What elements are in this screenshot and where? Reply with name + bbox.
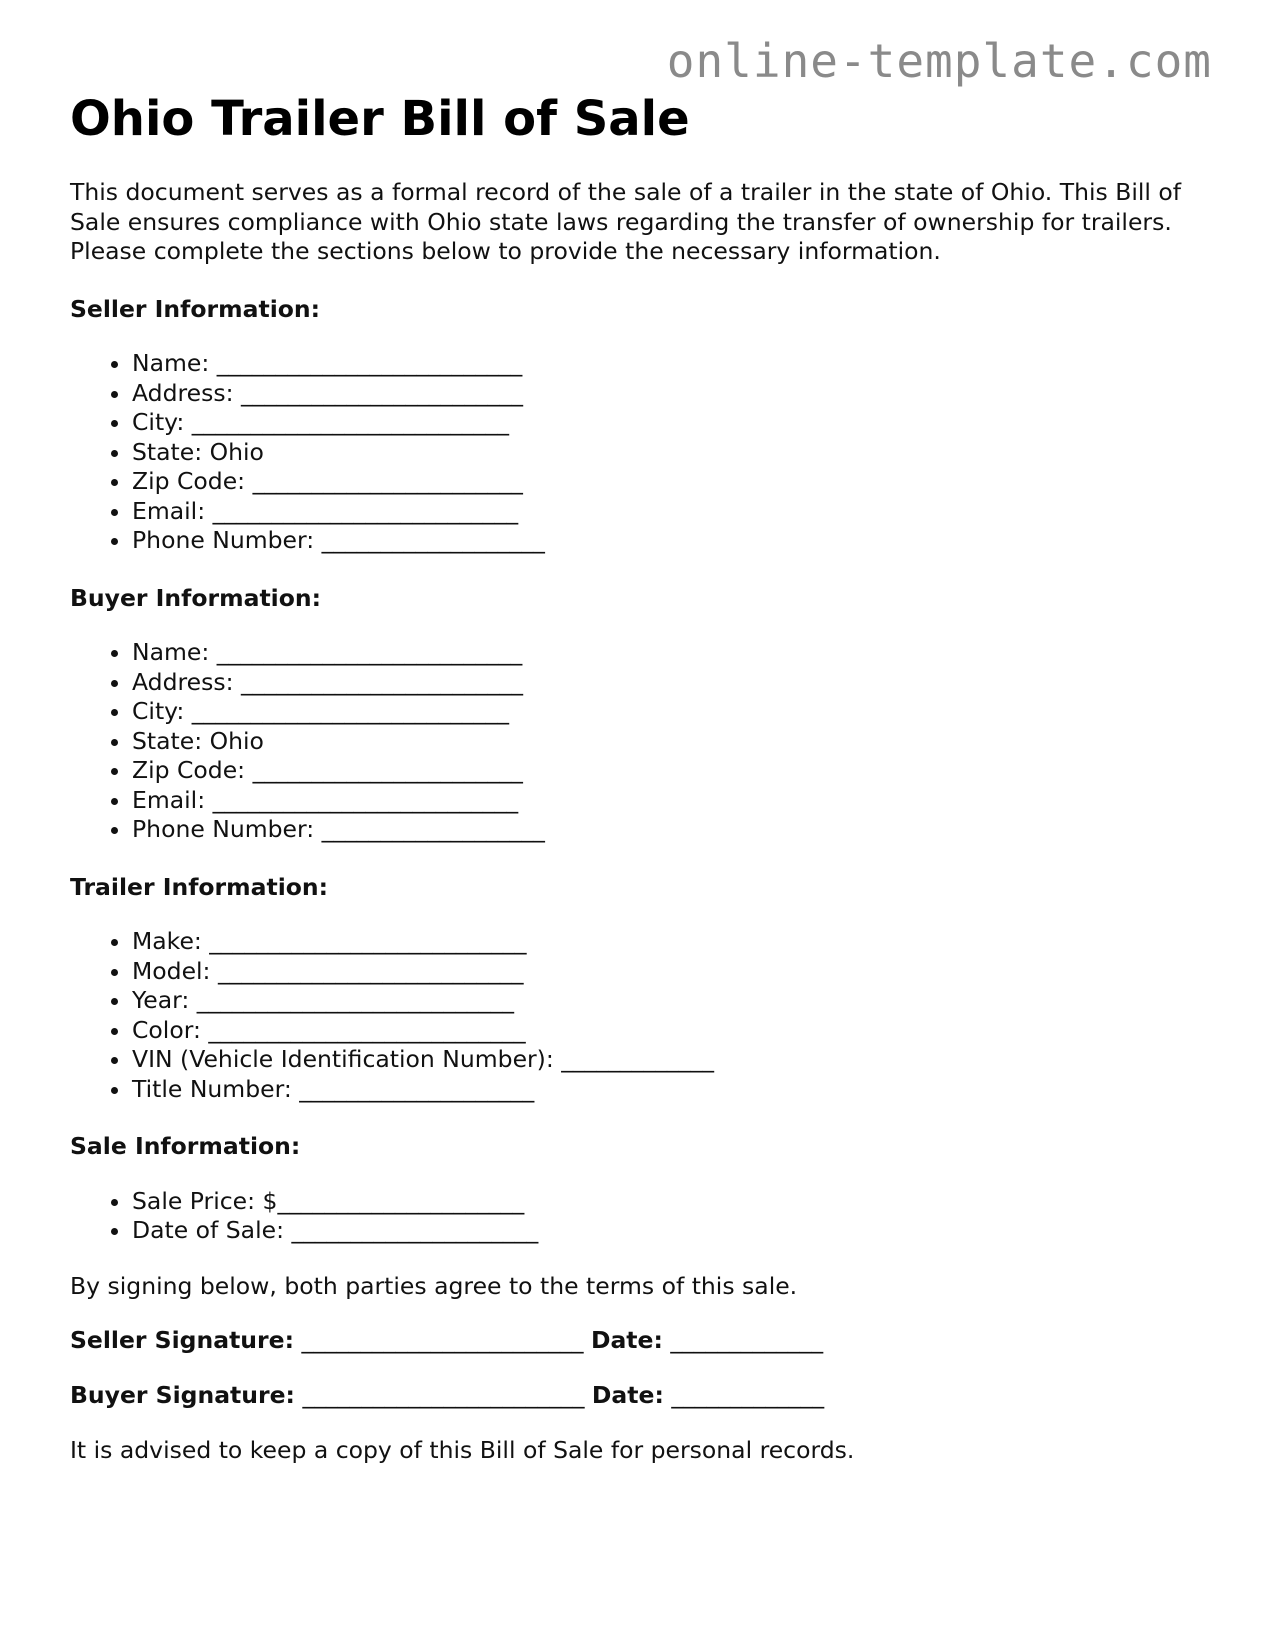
document-title: Ohio Trailer Bill of Sale bbox=[70, 91, 690, 147]
seller-fields-list bbox=[70, 349, 1200, 556]
buyer-signature-blank: ________________________ bbox=[302, 1380, 585, 1409]
seller-signature-blank: ________________________ bbox=[301, 1326, 584, 1354]
watermark: online-template.com bbox=[666, 34, 1212, 88]
seller-signature-line bbox=[70, 1326, 1200, 1356]
seller-zip-field: • Zip Code: _______________________ bbox=[132, 467, 1200, 497]
buyer-address-field: • Address: ________________________ bbox=[132, 668, 1200, 698]
buyer-heading: Buyer Information: bbox=[70, 583, 322, 612]
buyer-signature-line bbox=[70, 1381, 1200, 1411]
buyer-fields-list bbox=[70, 638, 1200, 845]
buyer-date-label: Date: bbox=[591, 1380, 664, 1409]
seller-phone-field: • Phone Number: ___________________ bbox=[132, 526, 1200, 556]
seller-state-field: • State: Ohio bbox=[132, 438, 1200, 468]
seller-name-field: • Name: __________________________ bbox=[132, 349, 1200, 379]
buyer-city-field: • City: ___________________________ bbox=[132, 697, 1200, 727]
sale-date-field: • Date of Sale: _____________________ bbox=[132, 1216, 1200, 1246]
buyer-zip-field: • Zip Code: _______________________ bbox=[132, 756, 1200, 786]
sale-heading: Sale Information: bbox=[70, 1132, 301, 1160]
trailer-year-field: • Year: ___________________________ bbox=[132, 986, 1200, 1016]
seller-date-blank: _____________ bbox=[670, 1326, 824, 1354]
trailer-heading: Trailer Information: bbox=[70, 872, 329, 901]
footer-note: It is advised to keep a copy of this Bill of Sale for personal records. bbox=[70, 1436, 855, 1464]
trailer-make-field: • Make: ___________________________ bbox=[132, 927, 1200, 957]
trailer-title-number-field: • Title Number: ____________________ bbox=[132, 1075, 1200, 1105]
seller-signature-label: Seller Signature: bbox=[70, 1326, 294, 1354]
buyer-name-field: • Name: __________________________ bbox=[132, 638, 1200, 668]
buyer-signature-label: Buyer Signature: bbox=[70, 1380, 295, 1409]
trailer-fields-list bbox=[70, 927, 1200, 1104]
intro-paragraph: This document serves as a formal record of the sale of a trailer in the state of Ohio. This Bill of Sale ensures compliance with Ohio state laws regarding the transfer of ownership for trailers. Please complete the sections below to provide the necessary information. bbox=[70, 178, 1182, 265]
trailer-color-field: • Color: ___________________________ bbox=[132, 1016, 1200, 1046]
seller-city-field: • City: ___________________________ bbox=[132, 408, 1200, 438]
document-page bbox=[70, 88, 1200, 1466]
seller-address-field: • Address: ________________________ bbox=[132, 379, 1200, 409]
buyer-phone-field: • Phone Number: ___________________ bbox=[132, 815, 1200, 845]
sale-fields-list bbox=[70, 1187, 1200, 1246]
seller-email-field: • Email: __________________________ bbox=[132, 497, 1200, 527]
trailer-vin-field: • VIN (Vehicle Identification Number): _____________ bbox=[132, 1045, 1200, 1075]
seller-date-label: Date: bbox=[590, 1326, 663, 1354]
buyer-email-field: • Email: __________________________ bbox=[132, 786, 1200, 816]
seller-heading: Seller Information: bbox=[70, 294, 321, 323]
agreement-statement: By signing below, both parties agree to the terms of this sale. bbox=[70, 1271, 798, 1300]
trailer-model-field: • Model: __________________________ bbox=[132, 957, 1200, 987]
sale-price-field: • Sale Price: $_____________________ bbox=[132, 1187, 1200, 1217]
buyer-state-field: • State: Ohio bbox=[132, 727, 1200, 757]
buyer-date-blank: _____________ bbox=[671, 1380, 825, 1409]
